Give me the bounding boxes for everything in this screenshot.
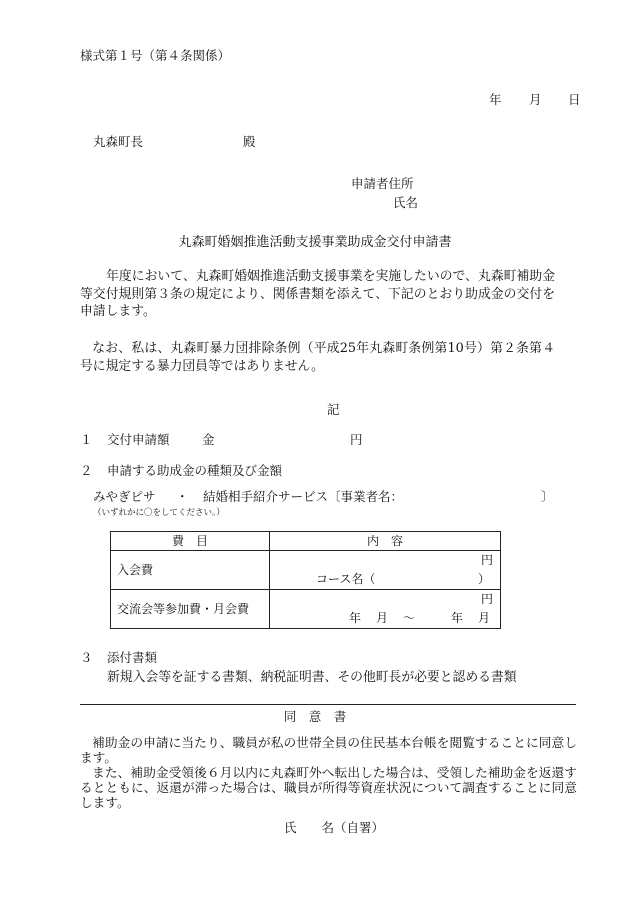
period-start-month: 月 [376,611,389,625]
date-month: 月 [529,92,542,107]
applicant-address-label: 申請者住所 [351,176,414,191]
fee-table-row [111,590,501,629]
fee-table-header-row [111,532,501,551]
applicant-name-label: 氏名 [393,195,419,210]
fee-row-yen: 円 [480,592,493,606]
fee-row-label: 交流会等参加費・月会費 [111,590,270,629]
course-name-close: ） [477,572,490,586]
date-year: 年 [489,92,502,107]
section-divider [80,704,576,705]
form-number: 様式第１号（第４条関係） [80,48,231,63]
item1-yen: 円 [350,432,363,447]
consent-title: 同 意 書 [283,709,347,724]
option-note: （いずれかに〇をしてください。） [93,508,225,518]
fee-row-content [270,590,501,629]
bracket-close: 〕 [541,489,554,504]
application-paragraph-1-text: 年度において、丸森町婚姻推進活動支援事業を実施したいので、丸森町補助金等交付規則第３条の規定により、関係書類を添えて、下記のとおり助成金の交付を申請します。 [80,269,555,319]
period-end-month: 月 [478,611,491,625]
signature-label: 氏 名（自署） [284,820,385,835]
item1-kin: 金 [202,432,215,447]
option-separator: ・ [176,489,189,504]
consent-paragraph-1-text: 補助金の申請に当たり、職員が私の世帯全員の住民基本台帳を閲覧することに同意します。 [80,735,577,765]
ki-marker: 記 [327,402,340,417]
item1-number: １ [80,432,93,447]
item3-number: ３ [80,650,93,665]
consent-paragraph-1 [80,735,577,765]
application-paragraph-2-text: なお、私は、丸森町暴力団排除条例（平成25年丸森町条例第10号）第２条第４号に規定する暴力団員等ではありません。 [80,341,555,374]
item3-content: 新規入会等を証する書類、納税証明書、その他町長が必要と認める書類 [107,670,517,685]
document-title: 丸森町婚姻推進活動支援事業助成金交付申請書 [178,235,452,250]
item3-label: 添付書類 [107,650,158,665]
item2-label: 申請する助成金の種類及び金額 [107,463,283,478]
period-start-year: 年 [349,611,362,625]
fee-table [110,531,501,629]
item1-label: 交付申請額 [107,432,170,447]
date-day: 日 [568,92,581,107]
consent-paragraph-2-text: また、補助金受領後６月以内に丸森町外へ転出した場合は、受領した補助金を返還するとともに、返還が滞った場合は、職員が所得等資産状況について調査することに同意します。 [80,765,577,810]
course-name-label: コース名（ [316,572,376,586]
addressee-name: 丸森町長 [93,134,144,149]
period-end-year: 年 [451,611,464,625]
fee-row-content [270,551,501,590]
consent-paragraph-2 [80,765,577,810]
fee-table-header-content: 内 容 [270,532,501,551]
fee-table-header-item: 費 目 [111,532,270,551]
option-miyagi-pisa: みやぎピサ [93,489,156,504]
application-paragraph-1 [80,268,555,321]
fee-table-row [111,551,501,590]
application-paragraph-2 [80,340,555,375]
period-tilde: ～ [403,611,416,625]
fee-row-label: 入会費 [111,551,270,590]
option-matchmaking-service: 結婚相手紹介サービス〔事業者名： [203,489,404,504]
item2-number: ２ [80,463,93,478]
fee-row-yen: 円 [480,553,493,567]
addressee-honorific: 殿 [243,134,256,149]
